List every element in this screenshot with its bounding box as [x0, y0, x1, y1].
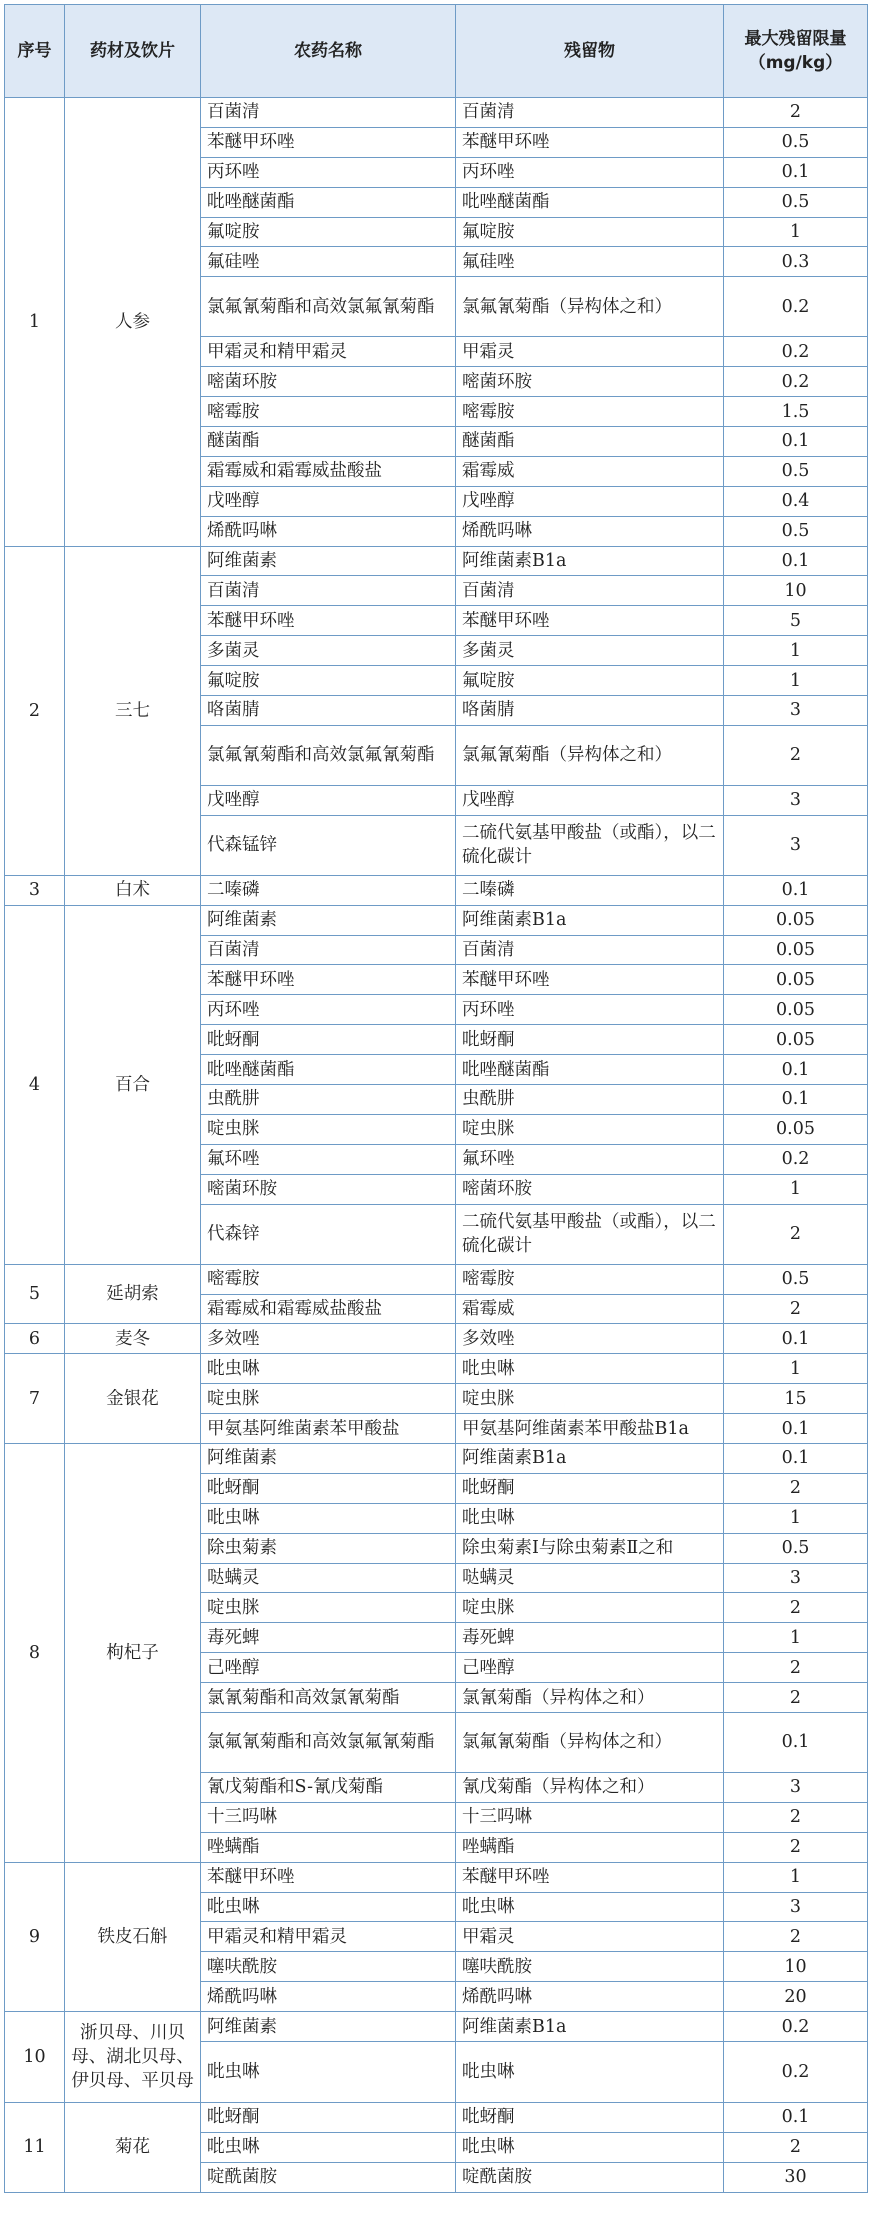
pesticide-name: 啶虫脒 — [201, 1114, 456, 1144]
pesticide-name: 戊唑醇 — [201, 486, 456, 516]
max-residue-limit: 0.5 — [724, 127, 868, 157]
residue-name: 氟硅唑 — [456, 247, 724, 277]
pesticide-name: 丙环唑 — [201, 157, 456, 187]
residue-name: 二硫代氨基甲酸盐（或酯），以二硫化碳计 — [456, 1204, 724, 1264]
max-residue-limit: 3 — [724, 785, 868, 815]
pesticide-name: 虫酰肼 — [201, 1085, 456, 1115]
header-pesticide: 农药名称 — [201, 5, 456, 98]
row-number: 7 — [5, 1354, 65, 1444]
header-mrl: 最大残留限量（mg/kg） — [724, 5, 868, 98]
residue-name: 甲霜灵 — [456, 1922, 724, 1952]
max-residue-limit: 1 — [724, 1623, 868, 1653]
pesticide-name: 代森锰锌 — [201, 815, 456, 875]
pesticide-name: 苯醚甲环唑 — [201, 127, 456, 157]
residue-name: 嘧霉胺 — [456, 1264, 724, 1294]
pesticide-name: 己唑醇 — [201, 1653, 456, 1683]
max-residue-limit: 0.1 — [724, 546, 868, 576]
herb-name: 铁皮石斛 — [65, 1862, 201, 2011]
max-residue-limit: 0.5 — [724, 516, 868, 546]
table-body — [5, 98, 868, 2193]
residue-name: 氯氟氰菊酯（异构体之和） — [456, 725, 724, 785]
pesticide-name: 多效唑 — [201, 1324, 456, 1354]
max-residue-limit: 2 — [724, 1204, 868, 1264]
max-residue-limit: 0.1 — [724, 157, 868, 187]
pesticide-name: 吡虫啉 — [201, 1354, 456, 1384]
row-number: 11 — [5, 2102, 65, 2192]
pesticide-name: 咯菌腈 — [201, 696, 456, 726]
row-number: 6 — [5, 1324, 65, 1354]
residue-name: 唑螨酯 — [456, 1832, 724, 1862]
herb-name: 百合 — [65, 905, 201, 1264]
max-residue-limit: 2 — [724, 1802, 868, 1832]
residue-name: 噻呋酰胺 — [456, 1952, 724, 1982]
pesticide-name: 吡蚜酮 — [201, 1025, 456, 1055]
max-residue-limit: 0.5 — [724, 456, 868, 486]
residue-name: 啶虫脒 — [456, 1114, 724, 1144]
table-row — [5, 1443, 868, 1473]
residue-name: 甲氨基阿维菌素苯甲酸盐B1a — [456, 1414, 724, 1444]
max-residue-limit: 0.1 — [724, 2102, 868, 2132]
pesticide-name: 吡唑醚菌酯 — [201, 1055, 456, 1085]
residue-name: 苯醚甲环唑 — [456, 1862, 724, 1892]
pesticide-name: 啶虫脒 — [201, 1593, 456, 1623]
pesticide-name: 吡蚜酮 — [201, 2102, 456, 2132]
max-residue-limit: 2 — [724, 1294, 868, 1324]
residue-name: 苯醚甲环唑 — [456, 965, 724, 995]
pesticide-name: 嘧菌环胺 — [201, 1174, 456, 1204]
max-residue-limit: 10 — [724, 576, 868, 606]
residue-name: 二硫代氨基甲酸盐（或酯），以二硫化碳计 — [456, 815, 724, 875]
pesticide-name: 吡唑醚菌酯 — [201, 187, 456, 217]
residue-name: 嘧菌环胺 — [456, 367, 724, 397]
max-residue-limit: 1 — [724, 1174, 868, 1204]
pesticide-name: 苯醚甲环唑 — [201, 606, 456, 636]
pesticide-name: 烯酰吗啉 — [201, 516, 456, 546]
max-residue-limit: 2 — [724, 1832, 868, 1862]
residue-name: 多菌灵 — [456, 636, 724, 666]
max-residue-limit: 2 — [724, 1922, 868, 1952]
max-residue-limit: 0.2 — [724, 2012, 868, 2042]
pesticide-name: 丙环唑 — [201, 995, 456, 1025]
max-residue-limit: 0.1 — [724, 1712, 868, 1772]
max-residue-limit: 0.5 — [724, 187, 868, 217]
max-residue-limit: 2 — [724, 2132, 868, 2162]
pesticide-name: 氯氰菊酯和高效氯氰菊酯 — [201, 1683, 456, 1713]
max-residue-limit: 5 — [724, 606, 868, 636]
max-residue-limit: 2 — [724, 1683, 868, 1713]
pesticide-name: 啶酰菌胺 — [201, 2162, 456, 2192]
table-row — [5, 1354, 868, 1384]
row-number: 8 — [5, 1443, 65, 1862]
header-row — [5, 5, 868, 98]
residue-name: 阿维菌素B1a — [456, 905, 724, 935]
herb-name: 枸杞子 — [65, 1443, 201, 1862]
pesticide-name: 吡虫啉 — [201, 1503, 456, 1533]
herb-name: 金银花 — [65, 1354, 201, 1444]
max-residue-limit: 0.5 — [724, 1533, 868, 1563]
row-number: 2 — [5, 546, 65, 875]
max-residue-limit: 2 — [724, 1473, 868, 1503]
pesticide-name: 嘧菌环胺 — [201, 367, 456, 397]
residue-name: 吡虫啉 — [456, 1354, 724, 1384]
max-residue-limit: 15 — [724, 1384, 868, 1414]
residue-name: 二嗪磷 — [456, 875, 724, 905]
pesticide-name: 甲霜灵和精甲霜灵 — [201, 1922, 456, 1952]
pesticide-name: 吡虫啉 — [201, 2132, 456, 2162]
pesticide-name: 除虫菊素 — [201, 1533, 456, 1563]
max-residue-limit: 0.05 — [724, 965, 868, 995]
max-residue-limit: 1 — [724, 1862, 868, 1892]
max-residue-limit: 10 — [724, 1952, 868, 1982]
residue-name: 烯酰吗啉 — [456, 516, 724, 546]
pesticide-name: 霜霉威和霜霉威盐酸盐 — [201, 456, 456, 486]
max-residue-limit: 2 — [724, 98, 868, 128]
pesticide-name: 百菌清 — [201, 98, 456, 128]
max-residue-limit: 3 — [724, 1892, 868, 1922]
residue-name: 苯醚甲环唑 — [456, 606, 724, 636]
pesticide-name: 氟啶胺 — [201, 666, 456, 696]
pesticide-name: 阿维菌素 — [201, 546, 456, 576]
table-row — [5, 2012, 868, 2042]
residue-name: 丙环唑 — [456, 995, 724, 1025]
residue-name: 阿维菌素B1a — [456, 1443, 724, 1473]
residue-name: 百菌清 — [456, 576, 724, 606]
max-residue-limit: 0.1 — [724, 1324, 868, 1354]
max-residue-limit: 2 — [724, 1653, 868, 1683]
max-residue-limit: 3 — [724, 1563, 868, 1593]
residue-name: 苯醚甲环唑 — [456, 127, 724, 157]
residue-name: 氟啶胺 — [456, 666, 724, 696]
pesticide-name: 甲霜灵和精甲霜灵 — [201, 337, 456, 367]
pesticide-name: 嘧霉胺 — [201, 397, 456, 427]
max-residue-limit: 1 — [724, 636, 868, 666]
max-residue-limit: 0.1 — [724, 1085, 868, 1115]
pesticide-name: 毒死蜱 — [201, 1623, 456, 1653]
table-row — [5, 1324, 868, 1354]
residue-name: 吡蚜酮 — [456, 1025, 724, 1055]
max-residue-limit: 1 — [724, 666, 868, 696]
residue-name: 霜霉威 — [456, 1294, 724, 1324]
pesticide-name: 醚菌酯 — [201, 427, 456, 457]
herb-name: 麦冬 — [65, 1324, 201, 1354]
pesticide-name: 百菌清 — [201, 576, 456, 606]
residue-name: 氯氟氰菊酯（异构体之和） — [456, 277, 724, 337]
pesticide-name: 烯酰吗啉 — [201, 1982, 456, 2012]
pesticide-name: 啶虫脒 — [201, 1384, 456, 1414]
residue-name: 除虫菊素Ⅰ与除虫菊素Ⅱ之和 — [456, 1533, 724, 1563]
max-residue-limit: 3 — [724, 1772, 868, 1802]
pesticide-name: 氟环唑 — [201, 1144, 456, 1174]
residue-name: 氯氟氰菊酯（异构体之和） — [456, 1712, 724, 1772]
pesticide-name: 十三吗啉 — [201, 1802, 456, 1832]
pesticide-name: 二嗪磷 — [201, 875, 456, 905]
residue-name: 吡唑醚菌酯 — [456, 1055, 724, 1085]
residue-name: 吡虫啉 — [456, 1892, 724, 1922]
max-residue-limit: 0.05 — [724, 905, 868, 935]
residue-name: 吡虫啉 — [456, 2132, 724, 2162]
pesticide-name: 氯氟氰菊酯和高效氯氟氰菊酯 — [201, 725, 456, 785]
header-herb: 药材及饮片 — [65, 5, 201, 98]
pesticide-name: 吡蚜酮 — [201, 1473, 456, 1503]
pesticide-name: 氯氟氰菊酯和高效氯氟氰菊酯 — [201, 1712, 456, 1772]
max-residue-limit: 0.05 — [724, 1114, 868, 1144]
residue-name: 百菌清 — [456, 935, 724, 965]
pesticide-name: 氰戊菊酯和S-氰戊菊酯 — [201, 1772, 456, 1802]
herb-name: 人参 — [65, 98, 201, 547]
row-number: 9 — [5, 1862, 65, 2011]
pesticide-name: 苯醚甲环唑 — [201, 1862, 456, 1892]
table-row — [5, 546, 868, 576]
max-residue-limit: 0.5 — [724, 1264, 868, 1294]
max-residue-limit: 20 — [724, 1982, 868, 2012]
table-row — [5, 98, 868, 128]
residue-name: 戊唑醇 — [456, 785, 724, 815]
residue-name: 戊唑醇 — [456, 486, 724, 516]
pesticide-name: 阿维菌素 — [201, 2012, 456, 2042]
herb-name: 菊花 — [65, 2102, 201, 2192]
pesticide-name: 氟啶胺 — [201, 217, 456, 247]
max-residue-limit: 0.1 — [724, 1414, 868, 1444]
row-number: 3 — [5, 875, 65, 905]
residue-name: 嘧霉胺 — [456, 397, 724, 427]
max-residue-limit: 0.2 — [724, 1144, 868, 1174]
residue-name: 烯酰吗啉 — [456, 1982, 724, 2012]
pesticide-name: 氟硅唑 — [201, 247, 456, 277]
herb-name: 三七 — [65, 546, 201, 875]
residue-name: 哒螨灵 — [456, 1563, 724, 1593]
max-residue-limit: 1 — [724, 217, 868, 247]
residue-name: 吡蚜酮 — [456, 2102, 724, 2132]
residue-name: 阿维菌素B1a — [456, 2012, 724, 2042]
pesticide-name: 苯醚甲环唑 — [201, 965, 456, 995]
row-number: 1 — [5, 98, 65, 547]
max-residue-limit: 0.2 — [724, 367, 868, 397]
max-residue-limit: 0.2 — [724, 337, 868, 367]
residue-name: 啶酰菌胺 — [456, 2162, 724, 2192]
pesticide-name: 噻呋酰胺 — [201, 1952, 456, 1982]
pesticide-name: 嘧霉胺 — [201, 1264, 456, 1294]
max-residue-limit: 3 — [724, 696, 868, 726]
residue-name: 虫酰肼 — [456, 1085, 724, 1115]
pesticide-name: 甲氨基阿维菌素苯甲酸盐 — [201, 1414, 456, 1444]
max-residue-limit: 2 — [724, 1593, 868, 1623]
residue-name: 甲霜灵 — [456, 337, 724, 367]
residue-name: 氟啶胺 — [456, 217, 724, 247]
residue-name: 毒死蜱 — [456, 1623, 724, 1653]
max-residue-limit: 30 — [724, 2162, 868, 2192]
pesticide-name: 多菌灵 — [201, 636, 456, 666]
max-residue-limit: 1 — [724, 1503, 868, 1533]
pesticide-residue-table — [4, 4, 868, 2193]
table-row — [5, 905, 868, 935]
residue-name: 多效唑 — [456, 1324, 724, 1354]
residue-name: 己唑醇 — [456, 1653, 724, 1683]
pesticide-name: 阿维菌素 — [201, 905, 456, 935]
max-residue-limit: 0.1 — [724, 1443, 868, 1473]
pesticide-name: 吡虫啉 — [201, 2041, 456, 2102]
residue-name: 吡蚜酮 — [456, 1473, 724, 1503]
table-row — [5, 1264, 868, 1294]
residue-name: 丙环唑 — [456, 157, 724, 187]
header-residue: 残留物 — [456, 5, 724, 98]
residue-name: 氰戊菊酯（异构体之和） — [456, 1772, 724, 1802]
max-residue-limit: 1.5 — [724, 397, 868, 427]
residue-name: 醚菌酯 — [456, 427, 724, 457]
max-residue-limit: 0.2 — [724, 2041, 868, 2102]
max-residue-limit: 0.1 — [724, 875, 868, 905]
row-number: 5 — [5, 1264, 65, 1324]
table-row — [5, 2102, 868, 2132]
max-residue-limit: 2 — [724, 725, 868, 785]
residue-name: 嘧菌环胺 — [456, 1174, 724, 1204]
max-residue-limit: 0.2 — [724, 277, 868, 337]
residue-name: 阿维菌素B1a — [456, 546, 724, 576]
residue-name: 十三吗啉 — [456, 1802, 724, 1832]
residue-name: 霜霉威 — [456, 456, 724, 486]
herb-name: 浙贝母、川贝母、湖北贝母、伊贝母、平贝母 — [65, 2012, 201, 2103]
max-residue-limit: 1 — [724, 1354, 868, 1384]
residue-name: 氯氰菊酯（异构体之和） — [456, 1683, 724, 1713]
residue-name: 吡虫啉 — [456, 2041, 724, 2102]
pesticide-name: 吡虫啉 — [201, 1892, 456, 1922]
pesticide-name: 唑螨酯 — [201, 1832, 456, 1862]
row-number: 4 — [5, 905, 65, 1264]
residue-name: 啶虫脒 — [456, 1384, 724, 1414]
pesticide-name: 百菌清 — [201, 935, 456, 965]
residue-name: 咯菌腈 — [456, 696, 724, 726]
pesticide-name: 阿维菌素 — [201, 1443, 456, 1473]
table-row — [5, 1862, 868, 1892]
pesticide-name: 戊唑醇 — [201, 785, 456, 815]
max-residue-limit: 0.05 — [724, 995, 868, 1025]
residue-name: 氟环唑 — [456, 1144, 724, 1174]
pesticide-name: 哒螨灵 — [201, 1563, 456, 1593]
max-residue-limit: 0.3 — [724, 247, 868, 277]
herb-name: 延胡索 — [65, 1264, 201, 1324]
residue-name: 吡虫啉 — [456, 1503, 724, 1533]
max-residue-limit: 0.1 — [724, 1055, 868, 1085]
residue-name: 啶虫脒 — [456, 1593, 724, 1623]
pesticide-name: 代森锌 — [201, 1204, 456, 1264]
table-row — [5, 875, 868, 905]
max-residue-limit: 0.05 — [724, 1025, 868, 1055]
herb-name: 白术 — [65, 875, 201, 905]
pesticide-name: 氯氟氰菊酯和高效氯氟氰菊酯 — [201, 277, 456, 337]
residue-name: 百菌清 — [456, 98, 724, 128]
max-residue-limit: 0.05 — [724, 935, 868, 965]
max-residue-limit: 0.1 — [724, 427, 868, 457]
pesticide-name: 霜霉威和霜霉威盐酸盐 — [201, 1294, 456, 1324]
residue-name: 吡唑醚菌酯 — [456, 187, 724, 217]
header-no: 序号 — [5, 5, 65, 98]
max-residue-limit: 0.4 — [724, 486, 868, 516]
max-residue-limit: 3 — [724, 815, 868, 875]
row-number: 10 — [5, 2012, 65, 2103]
